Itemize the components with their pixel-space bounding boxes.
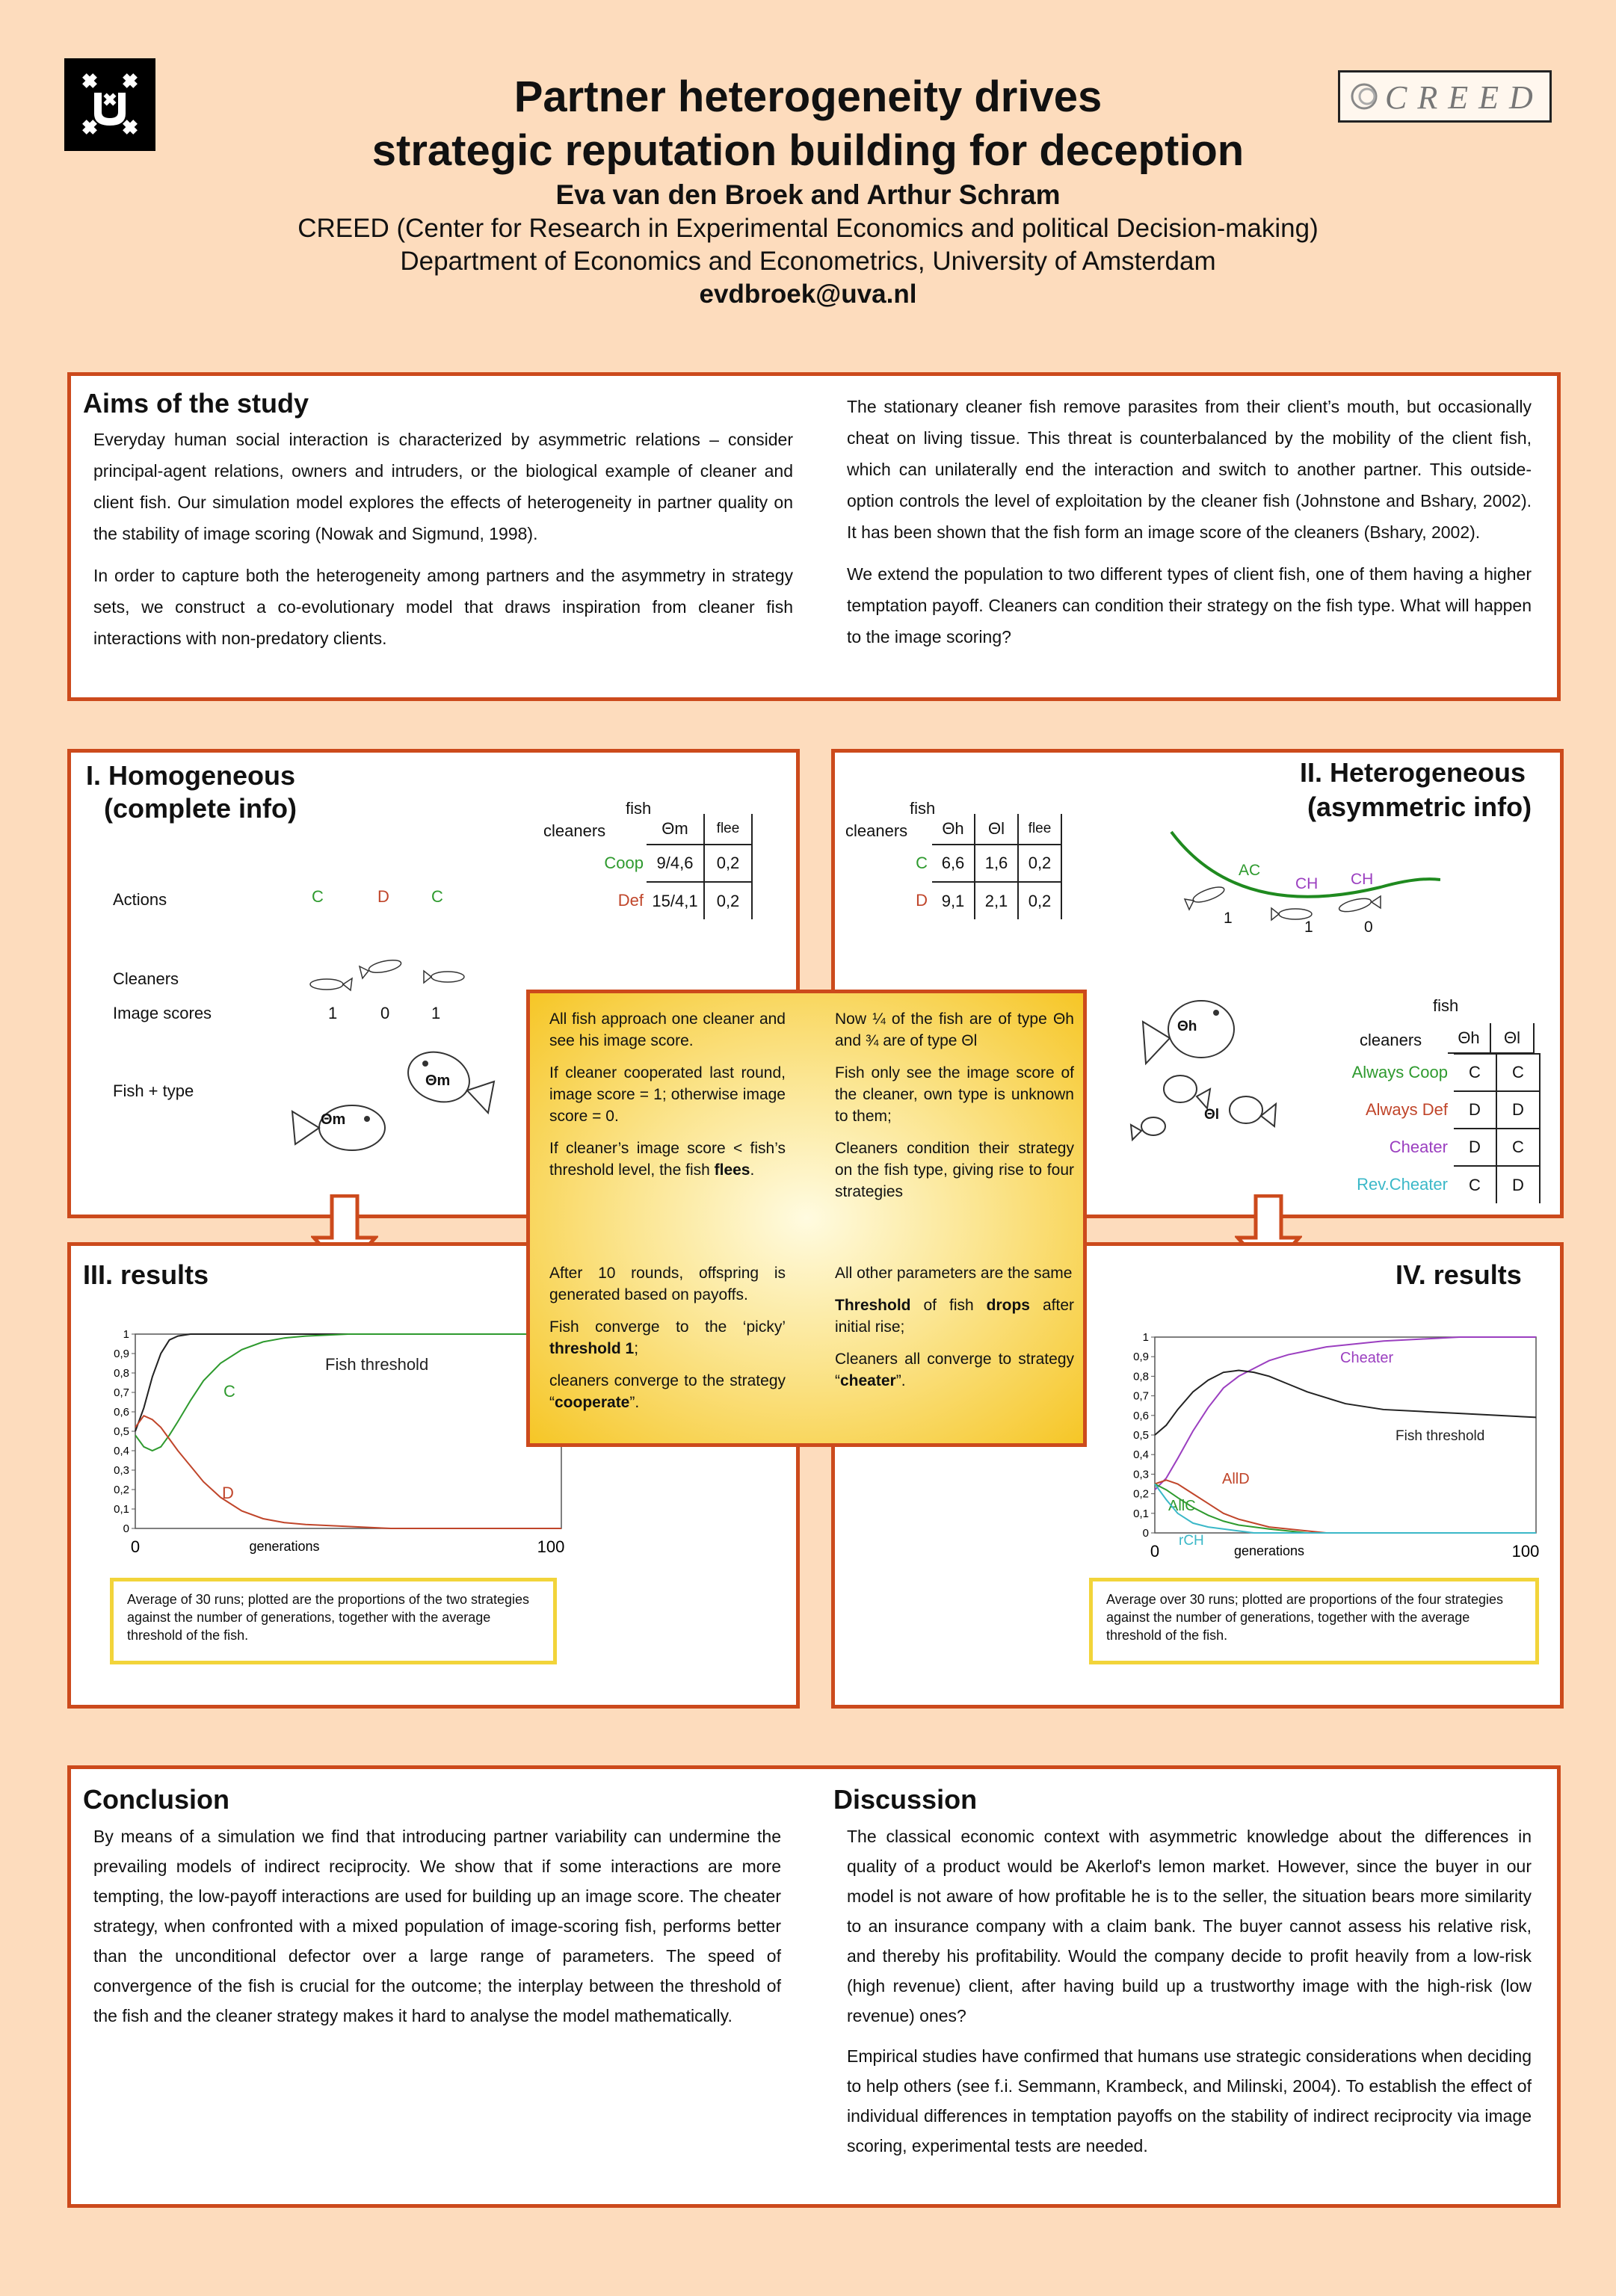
y-tick-label: 0,9 xyxy=(114,1348,129,1360)
y-tick-label: 0,1 xyxy=(114,1503,129,1516)
strategy-theta-h: C xyxy=(1454,1166,1496,1203)
poster-title-line2: strategic reputation building for deception xyxy=(371,126,1245,175)
affiliation-department: Department of Economics and Econometrics, University of Amsterdam xyxy=(400,247,1216,276)
het-cell-d-h: 9,1 xyxy=(932,882,975,919)
strategy-cleaners-label: cleaners xyxy=(1360,1031,1422,1049)
y-tick-label: 0 xyxy=(1142,1527,1149,1540)
row-label-coop: Coop xyxy=(604,854,644,872)
cell-def-flee: 0,2 xyxy=(704,882,752,919)
aims-left-text xyxy=(93,424,793,664)
strategy-header-theta-l: Θl xyxy=(1490,1023,1534,1053)
series-label: rCH xyxy=(1179,1533,1204,1549)
image-scores-label: Image scores xyxy=(113,1004,212,1022)
strategy-theta-h: C xyxy=(1454,1054,1496,1091)
aims-left-p1: Everyday human social interaction is characterized by asymmetric relations – consider principal-agent relations, owners and intruders, or the biological example of cleaner and client fish. Our simulation model explores the effects of heterogeneity in partner quality on the stability of image scoring (Nowak and Sigmund, 1998). xyxy=(93,430,793,543)
strategy-theta-l: D xyxy=(1496,1091,1540,1129)
het-cleaners-label: cleaners xyxy=(845,821,908,840)
y-tick-label: 0,8 xyxy=(1133,1370,1149,1383)
arc-label-ac: AC xyxy=(1239,862,1261,879)
y-tick-label: 0,5 xyxy=(1133,1429,1149,1442)
cell-coop-flee: 0,2 xyxy=(704,845,752,882)
x-axis-label: generations xyxy=(249,1539,320,1554)
y-tick-label: 0,4 xyxy=(114,1445,129,1457)
het-row-label-d: D xyxy=(916,891,928,910)
series-label: Cheater xyxy=(1340,1350,1394,1366)
fish-theta-l: Θl xyxy=(1204,1107,1220,1123)
aims-right-text xyxy=(847,391,1532,663)
y-tick-label: 0,2 xyxy=(114,1484,129,1496)
action-3: C xyxy=(431,887,443,906)
y-tick-label: 1 xyxy=(123,1328,129,1341)
aims-right-p1: The stationary cleaner fish remove parasites from their client’s mouth, but occasionally cheat on living tissue. This threat is counterbalanced by the mobility of the client fish, which can unilaterally end the interaction and switch to another partner. This outside-option controls the level of exploitation by the cleaner fish (Johnstone and Bshary, 2002). It has been shown that the fish form an image score of the cleaners (Bshary, 2002). xyxy=(847,397,1532,542)
y-tick-label: 0,5 xyxy=(114,1425,129,1438)
row-label-def: Def xyxy=(617,891,644,910)
homogeneous-payoff-table xyxy=(587,814,753,919)
homogeneous-title: I. Homogeneous xyxy=(86,760,296,791)
model-left-6: cleaners converge to the strategy “cooperate”. xyxy=(549,1372,786,1411)
aims-right-p2: We extend the population to two different types of client fish, one of them having a higher temptation payoff. Cleaners can condition their strategy on the fish type. What will happen to the image scoring? xyxy=(847,564,1532,646)
fish-theta-h: Θh xyxy=(1177,1019,1197,1034)
strategy-name: Always Def xyxy=(1365,1100,1448,1119)
model-left-3: If cleaner’s image score < fish’s threshold level, the fish flees. xyxy=(549,1140,786,1179)
payoff-cleaners-label: cleaners xyxy=(543,821,606,840)
x-tick-label: 0 xyxy=(1150,1542,1160,1561)
het-fish-label: fish xyxy=(910,799,936,818)
conclusion-title: Conclusion xyxy=(83,1784,229,1815)
actions-label: Actions xyxy=(113,890,167,909)
strategy-theta-l: D xyxy=(1496,1166,1540,1203)
strategy-name: Cheater xyxy=(1389,1138,1448,1156)
heterogeneous-title: II. Heterogeneous xyxy=(1300,757,1526,788)
model-left-1: All fish approach one cleaner and see his image score. xyxy=(549,1010,786,1049)
strategy-rows xyxy=(1321,1053,1541,1203)
het-cell-c-l: 1,6 xyxy=(975,845,1018,882)
model-left-col xyxy=(549,1008,786,1191)
x-tick-label: 100 xyxy=(537,1537,565,1556)
creed-logo-text: CREED xyxy=(1385,79,1543,116)
series-label: AllC xyxy=(1168,1498,1196,1514)
results-homogeneous-caption: Average of 30 runs; plotted are the proportions of the two strategies against the number of generations, together with the average threshold of the fish. xyxy=(110,1578,557,1664)
y-tick-label: 0,3 xyxy=(114,1464,129,1477)
strategy-theta-l: C xyxy=(1496,1054,1540,1091)
y-tick-label: 0,9 xyxy=(1133,1351,1149,1364)
y-tick-label: 0 xyxy=(123,1522,129,1535)
strategy-theta-h: D xyxy=(1454,1129,1496,1166)
strategy-row xyxy=(1321,1129,1540,1166)
x-tick-label: 0 xyxy=(130,1537,141,1556)
arc-score-3: 0 xyxy=(1364,919,1373,936)
het-header-flee: flee xyxy=(1018,814,1061,845)
strategy-fish-label: fish xyxy=(1433,996,1459,1015)
y-tick-label: 0,6 xyxy=(1133,1409,1149,1422)
heterogeneous-payoff-table xyxy=(872,814,1062,919)
action-1: C xyxy=(312,887,324,906)
model-right-5: Threshold of fish drops after initial rise; xyxy=(835,1297,1074,1336)
y-tick-label: 0,7 xyxy=(1133,1389,1149,1403)
discussion-p1: The classical economic context with asymmetric knowledge about the differences in quality of a product would be Akerlof's lemon market. However, since the buyer in our model is not aware of how profitable he is to the seller, the situation bears more similarity to an insurance company with a claim bank. The buyer cannot assess his relative risk, and thereby his profitability. Would the company decide to profit heavily from a low-risk (high revenue) client, after having build up a trustworthy image with the high-risk (low revenue) ones? xyxy=(847,1827,1532,2025)
y-tick-label: 0,1 xyxy=(1133,1507,1149,1520)
strategy-row xyxy=(1321,1091,1540,1129)
discussion-text xyxy=(847,1821,1532,2171)
conclusion-discussion-panel xyxy=(67,1765,1561,2208)
results-heterogeneous-title: IV. results xyxy=(1396,1259,1522,1290)
model-right-3: Cleaners condition their strategy on the fish type, giving rise to four strategies xyxy=(835,1140,1074,1200)
client-fish-icons xyxy=(285,1038,502,1165)
y-tick-label: 0,7 xyxy=(114,1386,129,1399)
arc-label-ch-1: CH xyxy=(1295,875,1319,892)
arc-score-2: 1 xyxy=(1304,919,1313,936)
strategy-name: Rev.Cheater xyxy=(1357,1175,1448,1194)
aims-panel xyxy=(67,372,1561,701)
series-label: C xyxy=(223,1382,235,1401)
fish-type-theta-1: Θm xyxy=(321,1111,346,1128)
model-left-results xyxy=(549,1262,786,1424)
het-row-label-c: C xyxy=(916,854,928,872)
image-score-2: 0 xyxy=(380,1004,390,1022)
aims-title: Aims of the study xyxy=(83,388,309,419)
y-tick-label: 0,8 xyxy=(114,1367,129,1380)
het-cell-d-flee: 0,2 xyxy=(1018,882,1061,919)
fish-type-label: Fish + type xyxy=(113,1081,194,1100)
series-label: Fish threshold xyxy=(1396,1428,1485,1444)
discussion-title: Discussion xyxy=(833,1784,978,1815)
series-label: Fish threshold xyxy=(325,1355,429,1374)
image-score-1: 1 xyxy=(328,1004,338,1022)
het-cell-c-h: 6,6 xyxy=(932,845,975,882)
strategy-row xyxy=(1321,1166,1540,1203)
authors: Eva van den Broek and Arthur Schram xyxy=(555,179,1061,210)
het-cell-d-l: 2,1 xyxy=(975,882,1018,919)
model-right-4: All other parameters are the same xyxy=(835,1265,1073,1282)
y-tick-label: 0,6 xyxy=(114,1406,129,1419)
y-tick-label: 1 xyxy=(1142,1331,1149,1344)
x-tick-label: 100 xyxy=(1511,1542,1540,1561)
header-theta-l: Θl xyxy=(975,814,1018,845)
heterogeneous-subtitle: (asymmetric info) xyxy=(1307,791,1532,822)
strategy-theta-l: C xyxy=(1496,1129,1540,1166)
cleaners-label: Cleaners xyxy=(113,969,179,988)
discussion-p2: Empirical studies have confirmed that humans use strategic considerations when deciding to help others (see f.i. Semmann, Krambeck, and Milinski, 2004). To establish the effect of individual differences in temptation payoffs on the stability of indirect reciprocity via image scoring, experimental tests are needed. xyxy=(847,2046,1532,2155)
x-axis-label: generations xyxy=(1233,1543,1305,1558)
model-right-col xyxy=(835,1008,1074,1213)
het-cell-c-flee: 0,2 xyxy=(1018,845,1061,882)
model-right-1: Now ¼ of the fish are of type Θh and ¾ are of type Θl xyxy=(835,1010,1074,1049)
model-left-5: Fish converge to the ‘picky’ threshold 1; xyxy=(549,1318,786,1357)
cell-coop-theta: 9/4,6 xyxy=(647,845,704,882)
strategy-row xyxy=(1321,1054,1540,1091)
model-left-4: After 10 rounds, offspring is generated based on payoffs. xyxy=(549,1265,786,1303)
strategy-header-theta-h: Θh xyxy=(1448,1023,1490,1053)
arc-label-ch-2: CH xyxy=(1351,871,1374,888)
cell-def-theta: 15/4,1 xyxy=(647,882,704,919)
arc-score-1: 1 xyxy=(1224,910,1233,927)
poster-title-line1: Partner heterogeneity drives xyxy=(514,72,1102,121)
email: evdbroek@uva.nl xyxy=(699,280,917,309)
y-tick-label: 0,2 xyxy=(1133,1487,1149,1501)
model-right-6: Cleaners all converge to strategy “cheater”. xyxy=(835,1351,1074,1389)
cleaner-fish-icons xyxy=(301,954,473,999)
action-2: D xyxy=(377,887,389,906)
model-left-2: If cleaner cooperated last round, image score = 1; otherwise image score = 0. xyxy=(549,1064,786,1125)
aims-left-p2: In order to capture both the heterogeneity among partners and the asymmetry in strategy sets, we construct a co-evolutionary model that draws inspiration from cleaner fish interactions with non-predatory clients. xyxy=(93,566,793,648)
strategy-table xyxy=(1321,1023,1535,1054)
header-theta-m: Θm xyxy=(647,814,704,845)
image-score-3: 1 xyxy=(431,1004,441,1022)
y-tick-label: 0,3 xyxy=(1133,1468,1149,1481)
y-tick-label: 0,4 xyxy=(1133,1448,1149,1462)
results-homogeneous-title: III. results xyxy=(83,1259,209,1290)
model-right-results xyxy=(835,1262,1074,1402)
header-theta-h: Θh xyxy=(932,814,975,845)
fish-type-theta-2: Θm xyxy=(425,1073,451,1089)
model-description-box xyxy=(526,990,1087,1447)
results-heterogeneous-caption: Average over 30 runs; plotted are proportions of the four strategies against the number of generations, together with the average threshold of the fish. xyxy=(1089,1578,1539,1664)
conclusion-text: By means of a simulation we find that introducing partner variability can undermine the prevailing models of indirect reciprocity. We show that if some interactions are more tempting, the low-payoff interactions are used for building up an image score. The cheater strategy, when confronted with a mixed population of image-scoring fish, performs better than the unconditional defector over a large range of parameters. The speed of convergence of the fish is crucial for the outcome; the interplay between the threshold of the fish and the cleaner strategy makes it hard to analyse the model mathematically. xyxy=(93,1827,781,2025)
payoff-fish-label: fish xyxy=(626,799,652,818)
header-flee: flee xyxy=(704,814,752,845)
series-label: AllD xyxy=(1222,1471,1250,1487)
strategy-name: Always Coop xyxy=(1351,1063,1448,1081)
affiliation-creed: CREED (Center for Research in Experimental Economics and political Decision-making) xyxy=(297,214,1319,243)
model-right-2: Fish only see the image score of the cleaner, own type is unknown to them; xyxy=(835,1064,1074,1125)
homogeneous-subtitle: (complete info) xyxy=(104,793,297,824)
series-label: D xyxy=(222,1484,234,1502)
strategy-theta-h: D xyxy=(1454,1091,1496,1129)
